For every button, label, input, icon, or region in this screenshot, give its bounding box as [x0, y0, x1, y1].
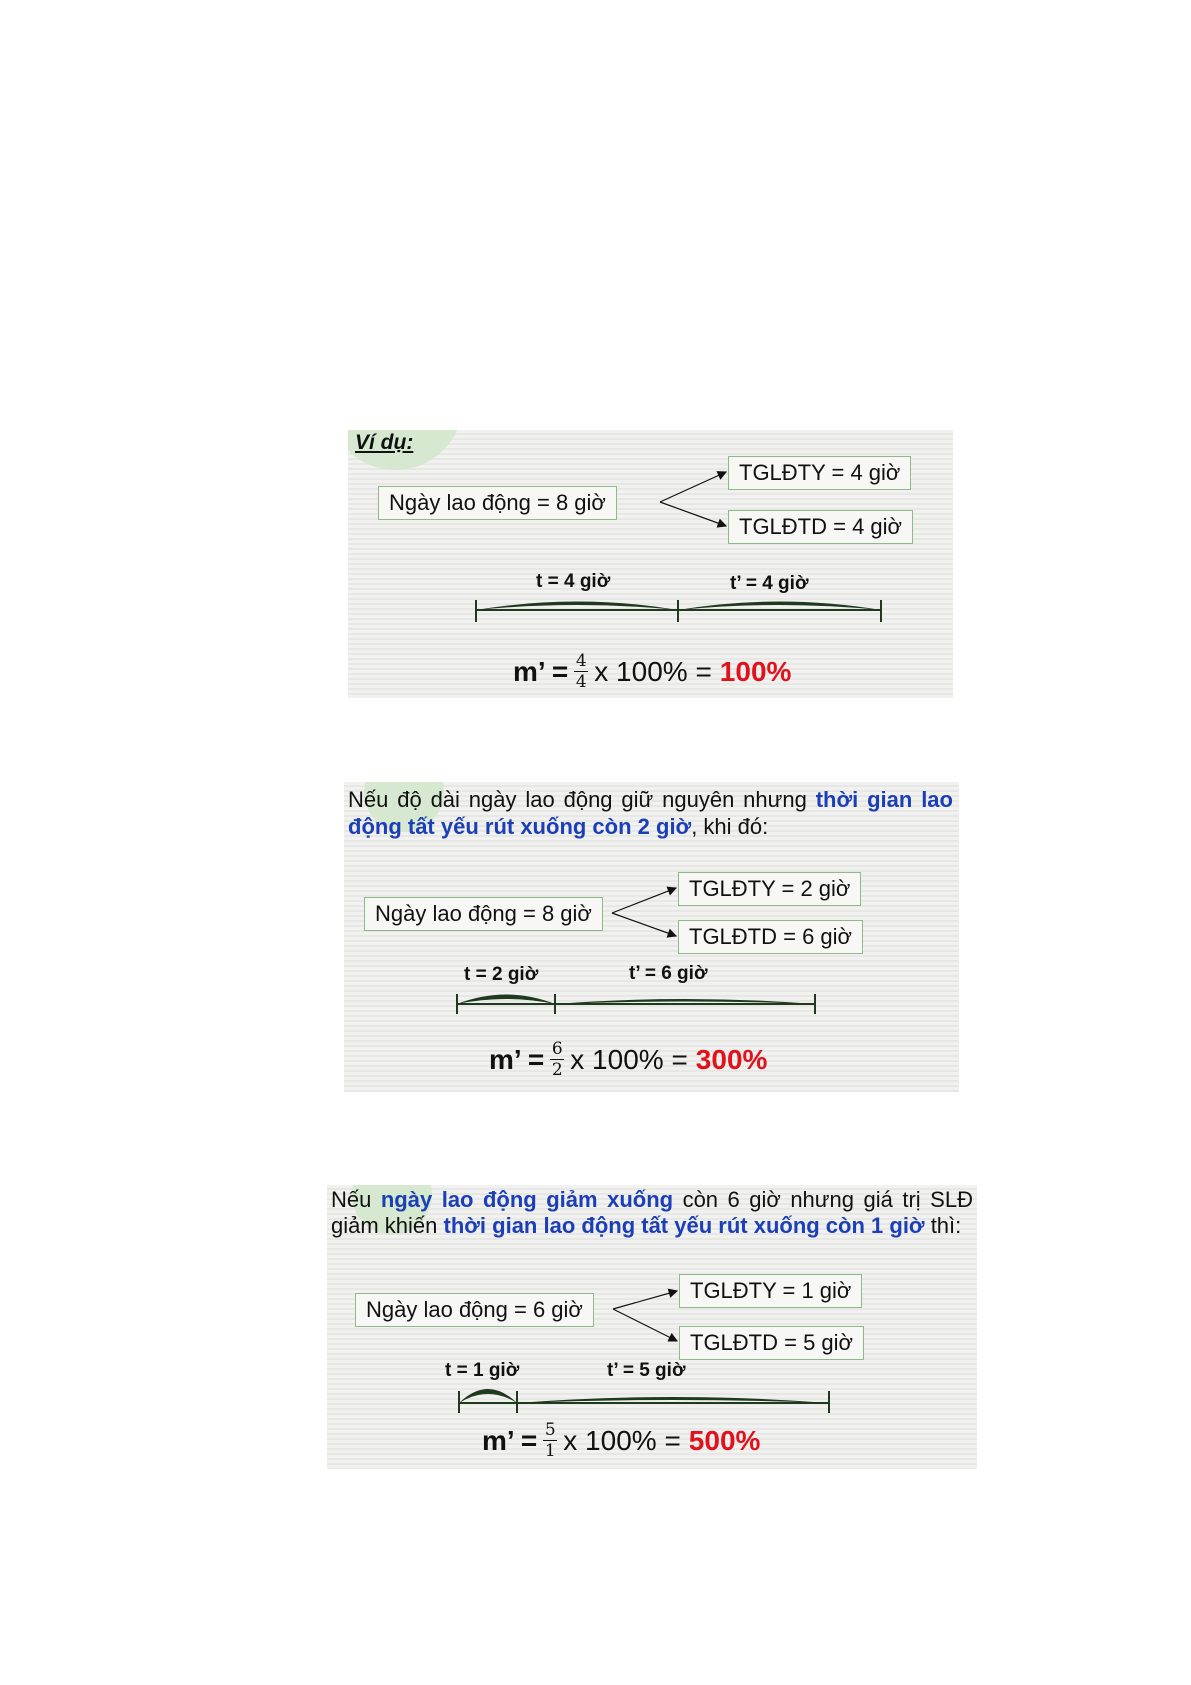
intro-highlight: thời gian lao động tất yếu rút xuống còn 2 giờ	[348, 787, 953, 839]
tp-label: t’ = 5 giờ	[607, 1360, 686, 1381]
intro-highlight: thời gian lao động tất yếu rút xuống còn 1 giờ	[443, 1213, 925, 1238]
brace-tp	[678, 602, 881, 611]
formula-result: 300%	[695, 1043, 768, 1075]
intro-highlight: ngày lao động giảm xuống	[380, 1187, 674, 1212]
intro-part: , khi đó:	[691, 814, 769, 839]
formula	[513, 652, 791, 691]
necessary-time-box: TGLĐTY = 1 giờ	[679, 1274, 862, 1308]
formula-lhs: m’ =	[513, 655, 569, 687]
arrow-necessary	[612, 888, 676, 913]
arrow-surplus	[613, 1309, 677, 1341]
tp-label: t’ = 4 giờ	[730, 573, 809, 594]
fraction	[574, 652, 588, 691]
workday-box: Ngày lao động = 8 giờ	[364, 897, 603, 931]
arrow-surplus	[612, 913, 676, 936]
formula-mult: x 100% =	[563, 1424, 681, 1456]
denominator: 2	[551, 1060, 563, 1080]
numerator: 4	[575, 651, 587, 671]
intro-part: thì:	[924, 1213, 962, 1238]
formula-result: 500%	[688, 1424, 761, 1456]
formula-lhs: m’ =	[482, 1424, 538, 1456]
intro-part: Nếu độ dài ngày lao động giữ nguyên nhưng	[348, 787, 816, 812]
slide-example-1	[348, 430, 953, 698]
formula-mult: x 100% =	[594, 655, 712, 687]
slide-example-2	[344, 782, 959, 1092]
fraction	[543, 1421, 557, 1460]
intro-part: còn 6 giờ nhưng giá trị SLĐ giảm khiến	[331, 1187, 973, 1238]
denominator: 1	[544, 1441, 556, 1461]
denominator: 4	[575, 672, 587, 692]
t-label: t = 4 giờ	[536, 571, 611, 592]
brace-t	[459, 1389, 517, 1403]
surplus-time-box: TGLĐTD = 6 giờ	[678, 920, 863, 954]
brace-t	[476, 602, 678, 611]
necessary-time-box: TGLĐTY = 4 giờ	[728, 456, 911, 490]
numerator: 5	[544, 1420, 556, 1440]
arrow-necessary	[660, 472, 726, 502]
brace-t	[457, 995, 555, 1005]
formula-result: 100%	[719, 655, 792, 687]
formula-lhs: m’ =	[489, 1043, 545, 1075]
formula	[489, 1040, 767, 1079]
formula	[482, 1421, 760, 1460]
surplus-time-box: TGLĐTD = 5 giờ	[679, 1326, 864, 1360]
surplus-time-box: TGLĐTD = 4 giờ	[728, 510, 913, 544]
formula-mult: x 100% =	[570, 1043, 688, 1075]
slide-example-3	[327, 1185, 977, 1469]
numerator: 6	[551, 1039, 563, 1059]
necessary-time-box: TGLĐTY = 2 giờ	[678, 872, 861, 906]
workday-box: Ngày lao động = 6 giờ	[355, 1293, 594, 1327]
slide-title: Ví dụ:	[355, 431, 414, 454]
t-label: t = 2 giờ	[464, 964, 539, 985]
t-label: t = 1 giờ	[445, 1360, 520, 1381]
workday-box: Ngày lao động = 8 giờ	[378, 486, 617, 520]
fraction	[550, 1040, 564, 1079]
arrow-necessary	[613, 1291, 677, 1309]
intro-part: Nếu	[331, 1187, 381, 1212]
arrow-surplus	[660, 502, 726, 526]
tp-label: t’ = 6 giờ	[629, 963, 708, 984]
